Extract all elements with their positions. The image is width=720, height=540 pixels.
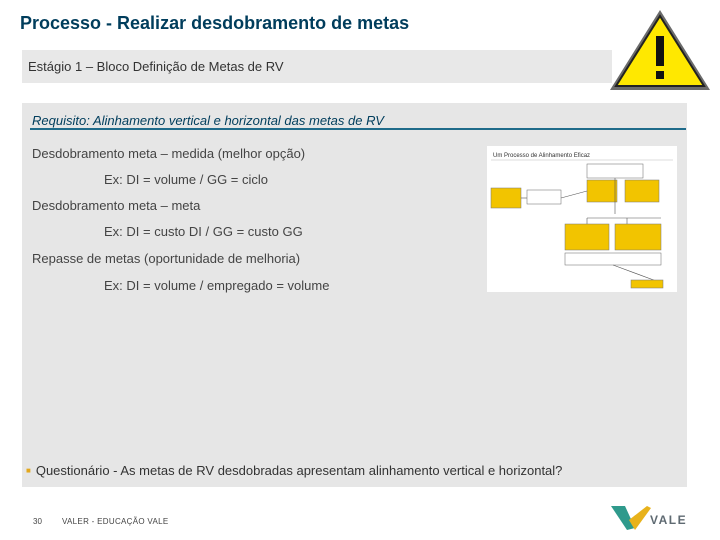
- question-label: Questionário - As metas de RV desdobradas apresentam alinhamento vertical e horizontal?: [35, 463, 563, 478]
- list-item: Repasse de metas (oportunidade de melhoria): [32, 251, 301, 266]
- question-text: [26, 463, 562, 478]
- warning-icon: [606, 6, 714, 94]
- heading-divider: [30, 128, 686, 130]
- logo-text: VALE: [650, 513, 688, 527]
- stage-label: Estágio 1 – Bloco Definição de Metas de RV: [28, 59, 284, 74]
- stage-bar: [22, 50, 612, 83]
- list-item: Ex: DI = volume / GG = ciclo: [104, 172, 268, 187]
- diagram-title: Um Processo de Alinhamento Eficaz: [493, 153, 591, 159]
- page-number: 30: [33, 517, 42, 526]
- requirement-heading: Requisito: Alinhamento vertical e horizontal das metas de RV: [32, 113, 384, 128]
- bullet-icon: ■: [26, 466, 31, 475]
- content-panel: [22, 103, 687, 487]
- list-item: Desdobramento meta – medida (melhor opção): [32, 146, 306, 161]
- footer-label: VALER - EDUCAÇÃO VALE: [62, 517, 169, 526]
- alignment-diagram: [487, 146, 677, 292]
- list-item: Desdobramento meta – meta: [32, 198, 201, 213]
- diagram-graphic: [487, 146, 677, 292]
- list-item: Ex: DI = custo DI / GG = custo GG: [104, 224, 303, 239]
- slide-title: Processo - Realizar desdobramento de metas: [20, 13, 410, 33]
- list-item: Ex: DI = volume / empregado = volume: [104, 278, 330, 293]
